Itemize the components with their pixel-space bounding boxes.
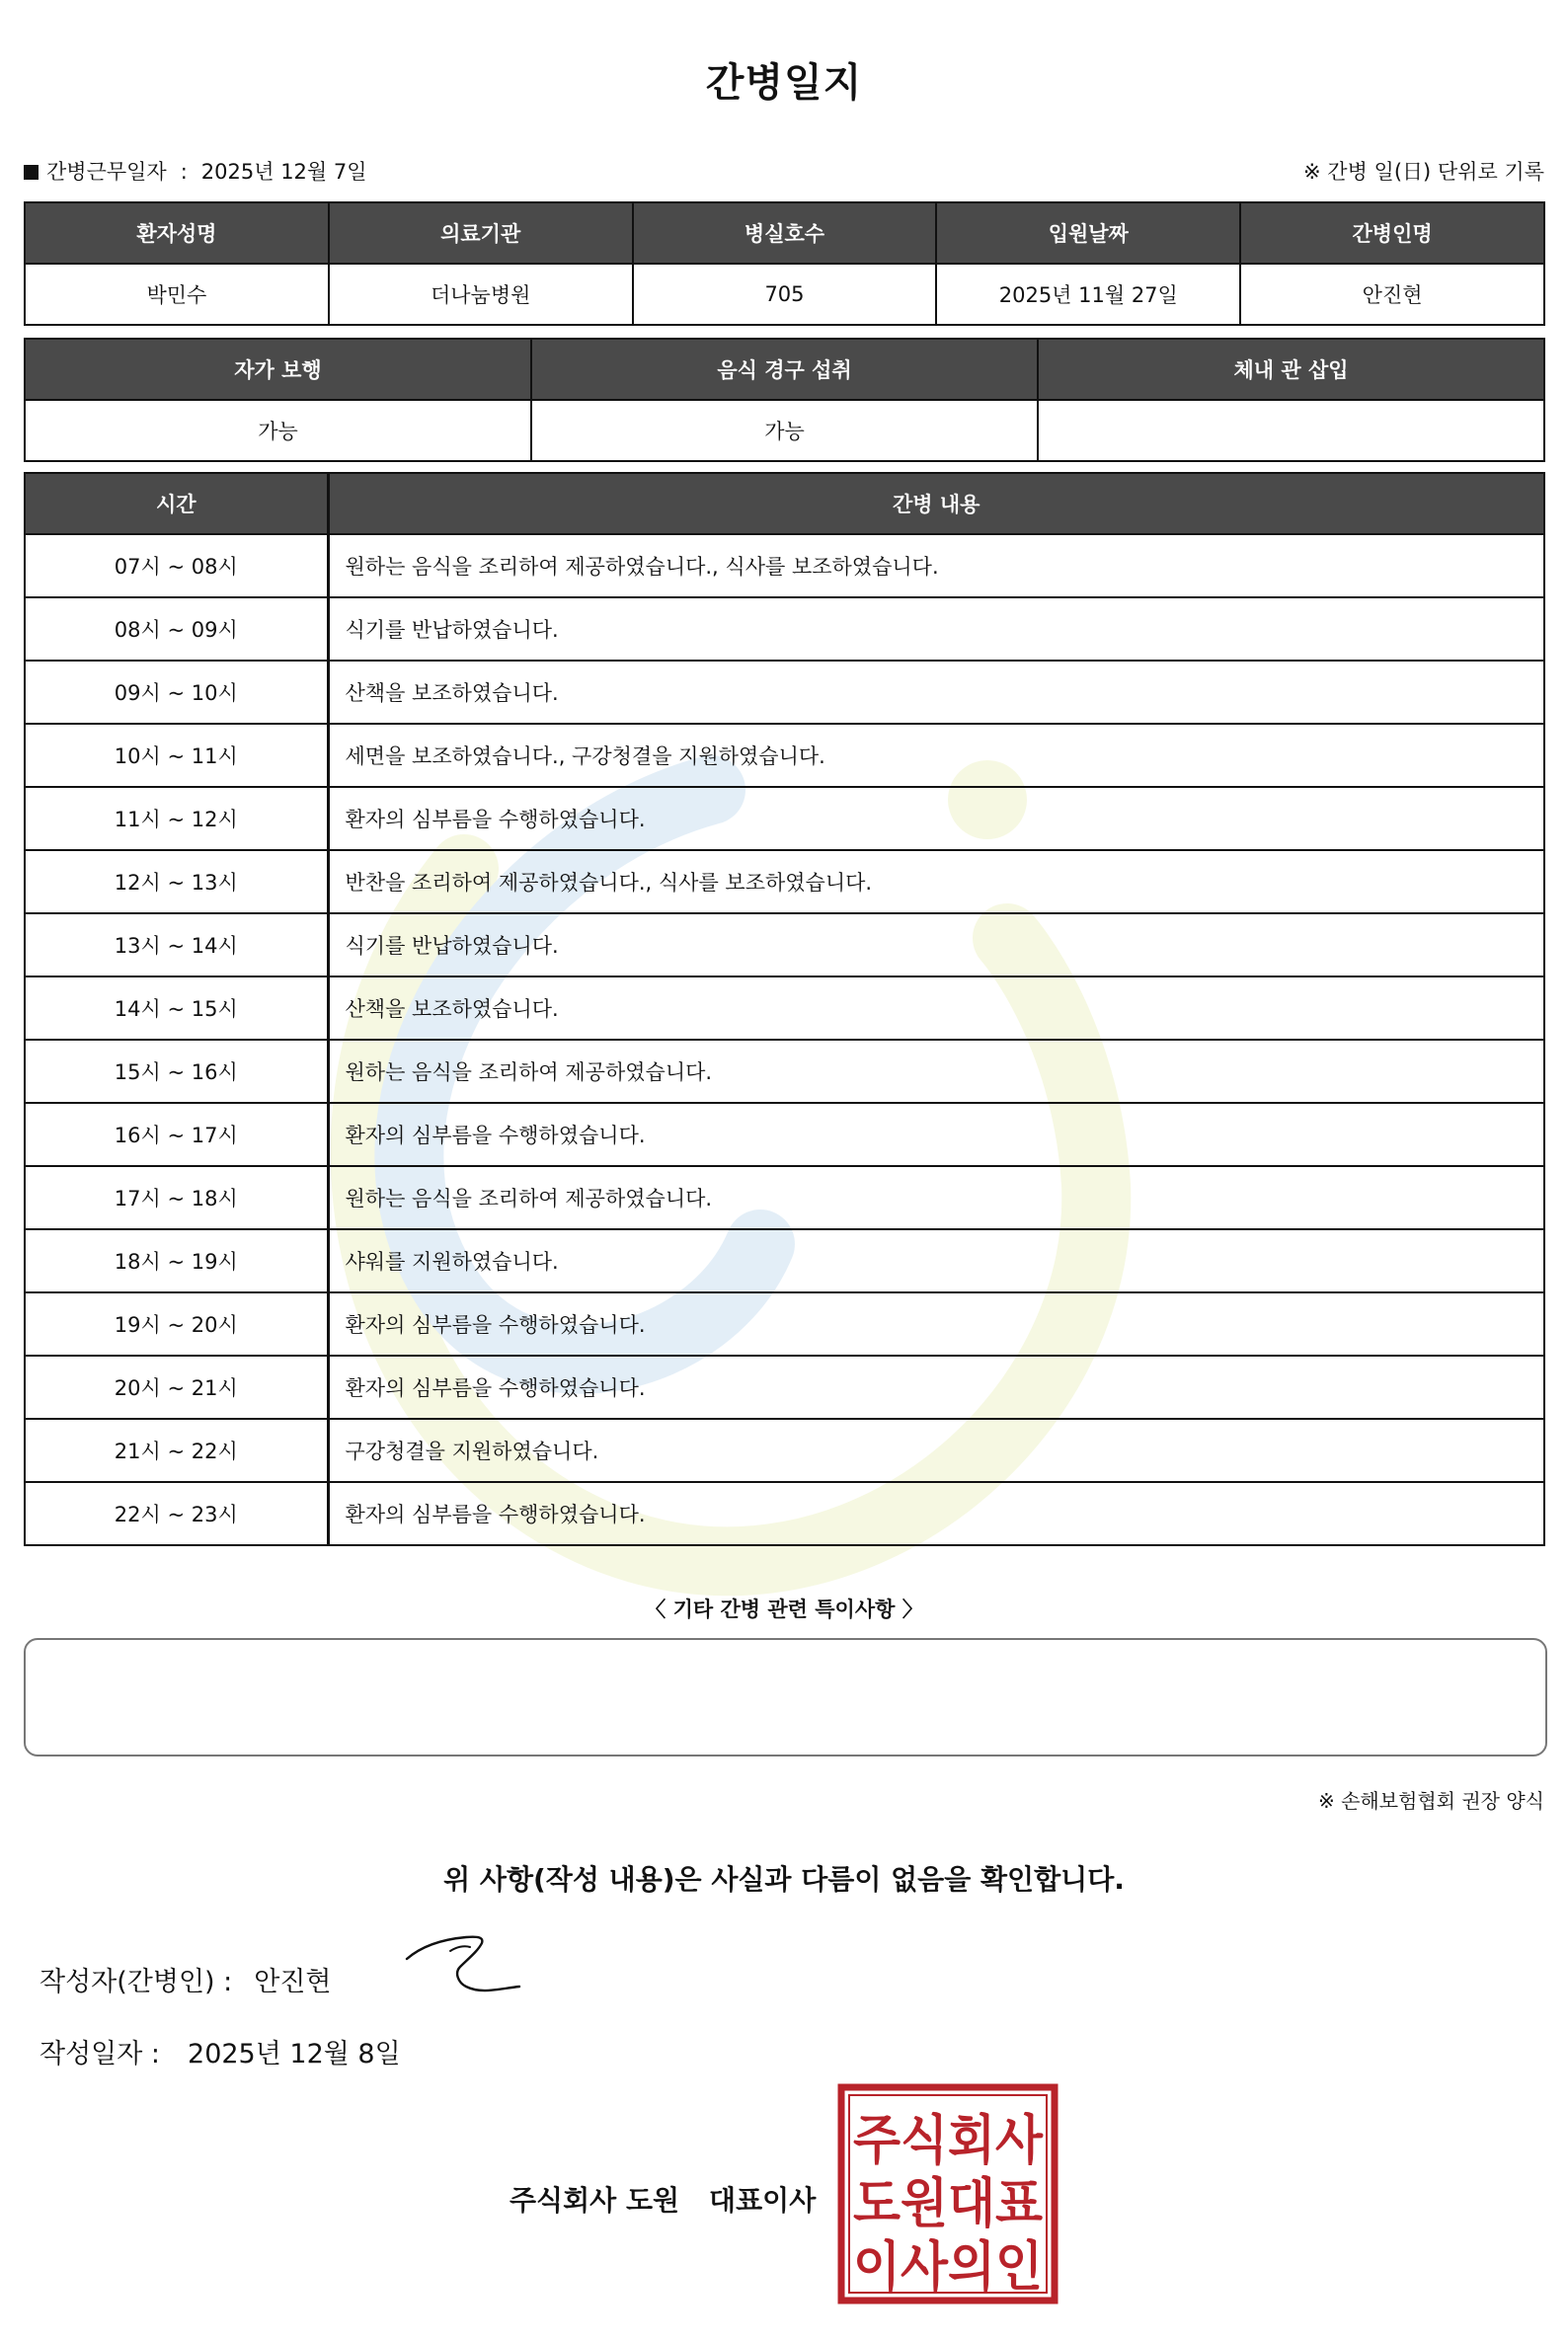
company-title: 대표이사	[709, 2184, 817, 2217]
care-log-time: 09시 ~ 10시	[25, 661, 328, 724]
care-date-separator: :	[180, 160, 188, 184]
care-log-time: 22시 ~ 23시	[25, 1482, 328, 1545]
care-log-row	[25, 850, 1544, 913]
notes-title: 〈 기타 간병 관련 특이사항 〉	[645, 1598, 923, 1621]
self-walking-value: 가능	[25, 400, 531, 461]
patient-info-header-row	[25, 202, 1544, 264]
care-log-content: 환자의 심부름을 수행하였습니다.	[328, 1292, 1544, 1356]
care-log-content: 반찬을 조리하여 제공하였습니다., 식사를 보조하였습니다.	[328, 850, 1544, 913]
room-number-value: 705	[633, 264, 937, 325]
writer-line	[39, 1960, 332, 1998]
care-log-content: 환자의 심부름을 수행하였습니다.	[328, 1103, 1544, 1166]
care-log-body	[25, 534, 1544, 1545]
notes-box	[24, 1638, 1547, 1756]
care-log-row	[25, 1103, 1544, 1166]
care-log-time: 15시 ~ 16시	[25, 1040, 328, 1103]
care-log-row	[25, 724, 1544, 787]
care-log-content: 세면을 보조하였습니다., 구강청결을 지원하였습니다.	[328, 724, 1544, 787]
care-log-row	[25, 1419, 1544, 1482]
caregiver-name-value: 안진현	[1240, 264, 1544, 325]
care-log-row	[25, 534, 1544, 597]
care-log-row	[25, 1040, 1544, 1103]
care-log-time: 20시 ~ 21시	[25, 1356, 328, 1419]
patient-status-table	[24, 338, 1545, 462]
header-tube-insertion: 체내 관 삽입	[1038, 339, 1544, 400]
care-log-time: 12시 ~ 13시	[25, 850, 328, 913]
care-log-row	[25, 1292, 1544, 1356]
header-admission-date: 입원날짜	[936, 202, 1240, 264]
care-log-time: 14시 ~ 15시	[25, 976, 328, 1040]
care-log-header-row	[25, 473, 1544, 534]
care-log-content: 샤워를 지원하였습니다.	[328, 1229, 1544, 1292]
header-care-content: 간병 내용	[328, 473, 1544, 534]
written-date-label: 작성일자 :	[39, 2039, 161, 2069]
written-date-value: 2025년 12월 8일	[188, 2039, 401, 2069]
admission-date-value: 2025년 11월 27일	[936, 264, 1240, 325]
writer-name: 안진현	[254, 1967, 332, 1997]
seal-line-3: 이사의인	[853, 2235, 1043, 2298]
care-log-time: 19시 ~ 20시	[25, 1292, 328, 1356]
unit-note: ※ 간병 일(日) 단위로 기록	[1303, 160, 1544, 184]
form-source-note: ※ 손해보험협회 권장 양식	[1317, 1789, 1544, 1813]
hospital-value: 더나눔병원	[329, 264, 633, 325]
care-log-content: 구강청결을 지원하였습니다.	[328, 1419, 1544, 1482]
care-log-content: 환자의 심부름을 수행하였습니다.	[328, 1356, 1544, 1419]
care-date-line	[24, 156, 367, 186]
care-log-time: 17시 ~ 18시	[25, 1166, 328, 1229]
care-log-row	[25, 597, 1544, 661]
care-log-content: 환자의 심부름을 수행하였습니다.	[328, 787, 1544, 850]
care-log-time: 08시 ~ 09시	[25, 597, 328, 661]
care-log-row	[25, 1166, 1544, 1229]
care-log-time: 07시 ~ 08시	[25, 534, 328, 597]
patient-name-value: 박민수	[25, 264, 329, 325]
patient-info-table	[24, 201, 1545, 326]
written-date-line	[39, 2032, 401, 2070]
care-log-content: 식기를 반납하였습니다.	[328, 913, 1544, 976]
care-log-time: 11시 ~ 12시	[25, 787, 328, 850]
care-log-content: 산책을 보조하였습니다.	[328, 661, 1544, 724]
care-log-content: 원하는 음식을 조리하여 제공하였습니다.	[328, 1166, 1544, 1229]
confirmation-statement: 위 사항(작성 내용)은 사실과 다름이 없음을 확인합니다.	[443, 1863, 1125, 1896]
header-oral-intake: 음식 경구 섭취	[531, 339, 1038, 400]
care-log-time: 10시 ~ 11시	[25, 724, 328, 787]
patient-status-header-row	[25, 339, 1544, 400]
header-patient-name: 환자성명	[25, 202, 329, 264]
care-log-row	[25, 913, 1544, 976]
header-room-number: 병실호수	[633, 202, 937, 264]
page-title: 간병일지	[705, 60, 863, 106]
care-log-row	[25, 976, 1544, 1040]
writer-label: 작성자(간병인) :	[39, 1967, 233, 1997]
square-bullet-icon	[24, 165, 39, 180]
header-caregiver-name: 간병인명	[1240, 202, 1544, 264]
patient-status-value-row	[25, 400, 1544, 461]
care-log-time: 21시 ~ 22시	[25, 1419, 328, 1482]
header-hospital: 의료기관	[329, 202, 633, 264]
care-log-content: 원하는 음식을 조리하여 제공하였습니다.	[328, 1040, 1544, 1103]
care-log-table	[24, 472, 1545, 1546]
care-log-row	[25, 1482, 1544, 1545]
patient-info-value-row	[25, 264, 1544, 325]
tube-insertion-value	[1038, 400, 1544, 461]
seal-line-1: 주식회사	[853, 2109, 1044, 2171]
header-time: 시간	[25, 473, 328, 534]
care-log-content: 원하는 음식을 조리하여 제공하였습니다., 식사를 보조하였습니다.	[328, 534, 1544, 597]
seal-line-2: 도원대표	[853, 2172, 1043, 2234]
care-log-row	[25, 1229, 1544, 1292]
care-log-row	[25, 787, 1544, 850]
care-log-row	[25, 661, 1544, 724]
care-log-content: 식기를 반납하였습니다.	[328, 597, 1544, 661]
care-log-content: 산책을 보조하였습니다.	[328, 976, 1544, 1040]
header-self-walking: 자가 보행	[25, 339, 531, 400]
care-log-row	[25, 1356, 1544, 1419]
care-date-value: 2025년 12월 7일	[200, 160, 367, 184]
care-log-time: 16시 ~ 17시	[25, 1103, 328, 1166]
care-log-content: 환자의 심부름을 수행하였습니다.	[328, 1482, 1544, 1545]
care-log-time: 18시 ~ 19시	[25, 1229, 328, 1292]
company-signoff	[510, 2179, 816, 2219]
oral-intake-value: 가능	[531, 400, 1038, 461]
handwritten-signature	[405, 1925, 521, 2002]
care-log-time: 13시 ~ 14시	[25, 913, 328, 976]
care-date-label: 간병근무일자	[46, 160, 167, 184]
company-name: 주식회사 도원	[510, 2184, 680, 2217]
company-seal	[837, 2083, 1058, 2304]
